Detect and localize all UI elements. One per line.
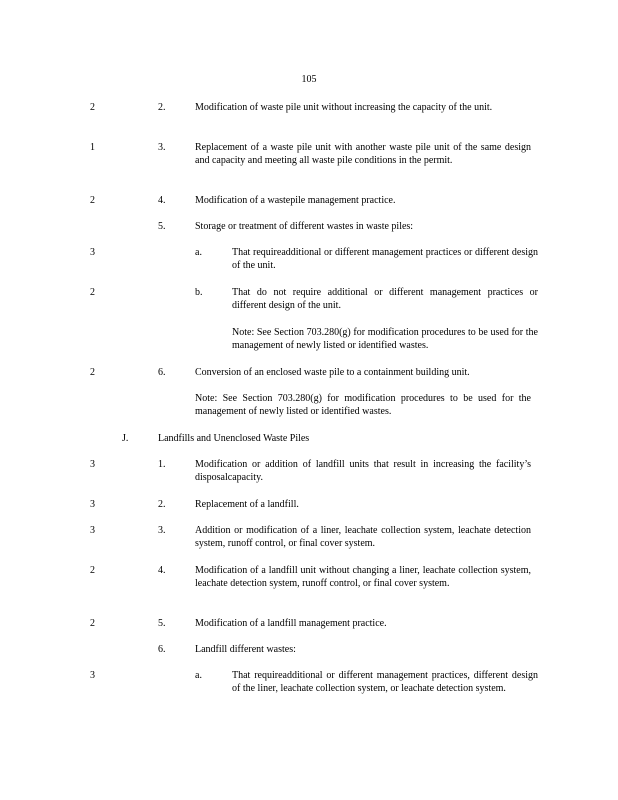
item-text: That requireadditional or different management practices, different design of the liner, leachate collection system, or leachate detection system. (232, 670, 538, 694)
item-letter: a. (195, 670, 202, 681)
page-number: 105 (301, 74, 317, 85)
item-letter: b. (195, 287, 203, 298)
class-number: 1 (90, 142, 95, 153)
class-number: 2 (90, 102, 95, 113)
item-text: Replacement of a landfill. (195, 499, 299, 510)
item-text: Addition or modification of a liner, leachate collection system, leachate detection system, runoff control, or final cover system. (195, 525, 531, 549)
item-text: Modification of a wastepile management practice. (195, 195, 396, 206)
item-number: 4. (158, 195, 166, 206)
item-number: 2. (158, 102, 166, 113)
class-number: 3 (90, 459, 95, 470)
item-text: That requireadditional or different management practices or different design of the unit. (232, 247, 538, 271)
item-number: 6. (158, 367, 166, 378)
item-number: 5. (158, 618, 166, 629)
item-text: Conversion of an enclosed waste pile to a containment building unit. (195, 367, 470, 378)
item-number: 5. (158, 221, 166, 232)
item-text: Modification or addition of landfill units that result in increasing the facility’s disposalcapacity. (195, 459, 531, 483)
class-number: 2 (90, 618, 95, 629)
item-text: Modification of waste pile unit without increasing the capacity of the unit. (195, 102, 493, 113)
class-number: 2 (90, 287, 95, 298)
class-number: 3 (90, 525, 95, 536)
item-text: Replacement of a waste pile unit with another waste pile unit of the same design and capacity and meeting all waste pile conditions in the permit. (195, 142, 531, 166)
item-number: 4. (158, 565, 166, 576)
item-number: 1. (158, 459, 166, 470)
class-number: 2 (90, 367, 95, 378)
note-text: Note: See Section 703.280(g) for modification procedures to be used for the management of newly listed or identified wastes. (232, 327, 538, 351)
item-number: 6. (158, 644, 166, 655)
item-number: 3. (158, 525, 166, 536)
item-text: Modification of a landfill unit without changing a liner, leachate collection system, leachate detection system, runoff control, or final cover system. (195, 565, 531, 589)
section-letter: J. (122, 433, 129, 444)
item-text: Landfill different wastes: (195, 644, 296, 655)
item-text: Modification of a landfill management practice. (195, 618, 387, 629)
item-number: 2. (158, 499, 166, 510)
class-number: 3 (90, 670, 95, 681)
item-text: Storage or treatment of different wastes in waste piles: (195, 221, 414, 232)
class-number: 3 (90, 247, 95, 258)
class-number: 2 (90, 565, 95, 576)
class-number: 2 (90, 195, 95, 206)
section-title: Landfills and Unenclosed Waste Piles (158, 433, 310, 444)
item-text: That do not require additional or different management practices or different design of the unit. (232, 287, 538, 311)
item-letter: a. (195, 247, 202, 258)
item-number: 3. (158, 142, 166, 153)
note-text: Note: See Section 703.280(g) for modification procedures to be used for the management of newly listed or identified wastes. (195, 393, 531, 417)
class-number: 3 (90, 499, 95, 510)
